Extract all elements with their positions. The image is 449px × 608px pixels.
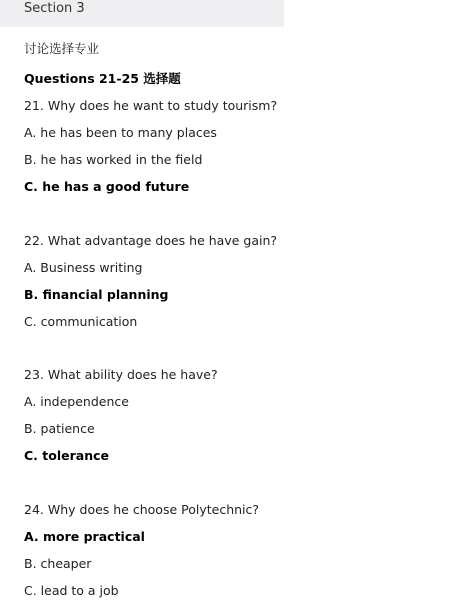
option-22-c: C. communication — [24, 314, 138, 329]
option-21-a: A. he has been to many places — [24, 125, 217, 140]
topic-title: 讨论选择专业 — [24, 41, 100, 56]
question-23: 23. What ability does he have? — [24, 367, 218, 382]
option-21-b: B. he has worked in the field — [24, 152, 203, 167]
question-22: 22. What advantage does he have gain? — [24, 233, 278, 248]
option-24-c: C. lead to a job — [24, 583, 119, 598]
section-title: Section 3 — [24, 1, 85, 16]
option-21-c-correct: C. he has a good future — [24, 179, 190, 194]
option-22-a: A. Business writing — [24, 260, 143, 275]
option-24-a-correct: A. more practical — [24, 529, 145, 544]
option-24-b: B. cheaper — [24, 556, 92, 571]
section-header — [0, 0, 284, 27]
question-21: 21. Why does he want to study tourism? — [24, 98, 278, 113]
option-23-a: A. independence — [24, 394, 129, 409]
question-24: 24. Why does he choose Polytechnic? — [24, 502, 260, 517]
option-23-b: B. patience — [24, 421, 95, 436]
questions-heading: Questions 21-25 选择题 — [24, 71, 181, 86]
option-23-c-correct: C. tolerance — [24, 448, 109, 463]
option-22-b-correct: B. financial planning — [24, 287, 169, 302]
